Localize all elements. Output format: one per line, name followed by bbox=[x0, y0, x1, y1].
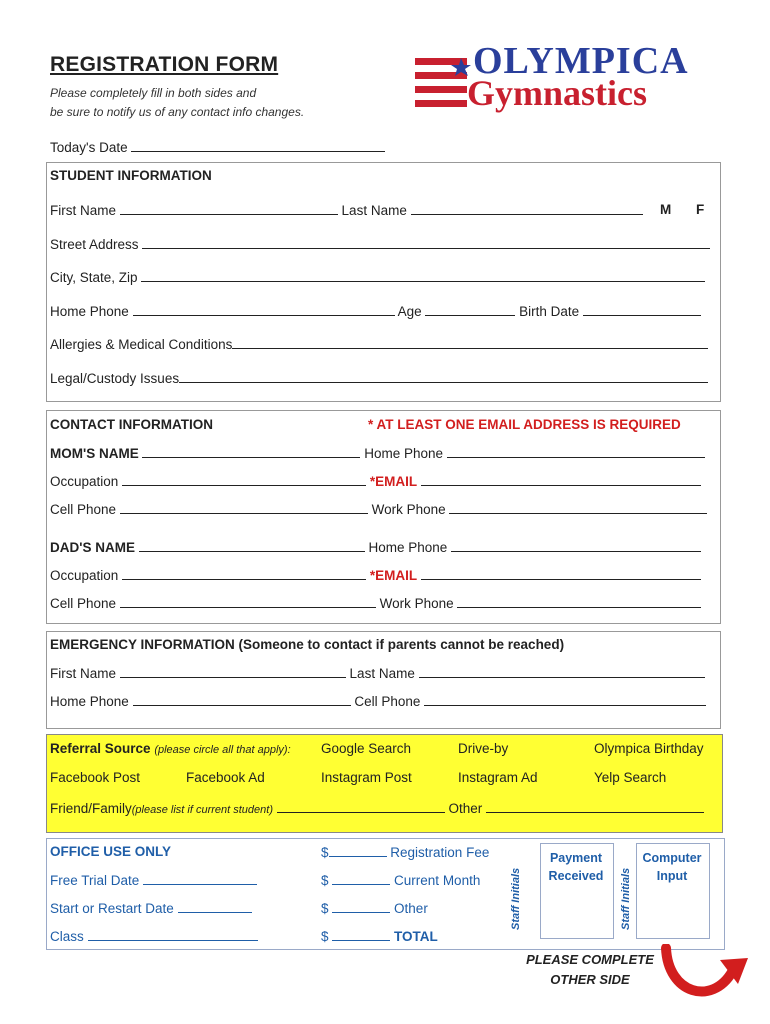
computer-input-label: Computer Input bbox=[642, 851, 702, 883]
please-complete-note bbox=[520, 950, 660, 990]
mom-home-phone-field[interactable] bbox=[447, 445, 705, 458]
reg-fee-label: Registration Fee bbox=[390, 845, 490, 860]
ref-instagram-ad[interactable]: Instagram Ad bbox=[458, 770, 538, 785]
dad-occupation-field[interactable] bbox=[122, 567, 366, 580]
ref-other-field[interactable] bbox=[486, 800, 704, 813]
last-name-label: Last Name bbox=[341, 203, 407, 218]
mom-home-phone-label: Home Phone bbox=[364, 446, 444, 461]
ref-drive-by[interactable]: Drive-by bbox=[458, 741, 509, 756]
dad-work-label: Work Phone bbox=[379, 596, 454, 611]
street-row bbox=[50, 236, 710, 252]
dollar-sign-4: $ bbox=[321, 929, 329, 944]
logo-line1: OLYMPICA bbox=[473, 40, 689, 82]
ref-instagram-post[interactable]: Instagram Post bbox=[321, 770, 412, 785]
mom-email-field[interactable] bbox=[421, 473, 701, 486]
class-field[interactable] bbox=[88, 928, 258, 941]
todays-date-field[interactable] bbox=[131, 139, 385, 152]
em-home-phone-field[interactable] bbox=[133, 693, 351, 706]
legal-row bbox=[50, 370, 708, 386]
staff-initials-label-2: Staff Initials bbox=[620, 867, 632, 930]
mom-name-row bbox=[50, 445, 705, 461]
student-heading: STUDENT INFORMATION bbox=[50, 168, 212, 183]
start-restart-field[interactable] bbox=[178, 900, 252, 913]
referral-label: Referral Source bbox=[50, 741, 151, 756]
dad-work-field[interactable] bbox=[457, 595, 701, 608]
dad-occupation-row bbox=[50, 567, 701, 583]
student-name-row bbox=[50, 202, 643, 218]
todays-date-label: Today's Date bbox=[50, 140, 128, 155]
em-home-phone-label: Home Phone bbox=[50, 694, 129, 709]
mom-occupation-field[interactable] bbox=[122, 473, 366, 486]
ref-facebook-post[interactable]: Facebook Post bbox=[50, 770, 141, 785]
staff-initials-label-1: Staff Initials bbox=[510, 867, 522, 930]
mom-cell-label: Cell Phone bbox=[50, 502, 117, 517]
mom-cell-field[interactable] bbox=[120, 501, 368, 514]
ref-google-search[interactable]: Google Search bbox=[321, 741, 412, 756]
reg-fee-row bbox=[321, 844, 489, 860]
gender-f[interactable]: F bbox=[696, 202, 705, 217]
logo-line2: Gymnastics bbox=[467, 73, 647, 113]
first-name-field[interactable] bbox=[120, 202, 338, 215]
home-phone-label: Home Phone bbox=[50, 304, 129, 319]
referral-label-row bbox=[50, 741, 291, 756]
em-first-name-field[interactable] bbox=[120, 665, 346, 678]
allergies-field[interactable] bbox=[232, 336, 708, 349]
em-last-name-field[interactable] bbox=[419, 665, 705, 678]
olympica-logo bbox=[415, 40, 725, 113]
street-label: Street Address bbox=[50, 237, 139, 252]
em-last-name-label: Last Name bbox=[349, 666, 415, 681]
reg-fee-field[interactable] bbox=[329, 844, 387, 857]
todays-date-row bbox=[50, 139, 385, 155]
mom-work-label: Work Phone bbox=[371, 502, 446, 517]
current-month-row bbox=[321, 872, 480, 888]
birth-date-field[interactable] bbox=[583, 303, 701, 316]
last-name-field[interactable] bbox=[411, 202, 643, 215]
ref-olympica-birthday[interactable]: Olympica Birthday bbox=[594, 741, 704, 756]
allergies-label: Allergies & Medical Conditions bbox=[50, 337, 233, 352]
dads-name-field[interactable] bbox=[139, 539, 365, 552]
contact-info-section bbox=[46, 410, 721, 624]
dad-cell-label: Cell Phone bbox=[50, 596, 117, 611]
total-field[interactable] bbox=[332, 928, 390, 941]
office-other-label: Other bbox=[394, 901, 428, 916]
city-field[interactable] bbox=[141, 269, 705, 282]
start-restart-label: Start or Restart Date bbox=[50, 901, 174, 916]
em-first-name-label: First Name bbox=[50, 666, 117, 681]
subtitle-line1: Please completely fill in both sides and bbox=[50, 86, 257, 100]
current-month-label: Current Month bbox=[394, 873, 481, 888]
home-phone-field[interactable] bbox=[133, 303, 395, 316]
mom-occupation-row bbox=[50, 473, 701, 489]
friend-family-field[interactable] bbox=[277, 800, 445, 813]
start-restart-row bbox=[50, 900, 252, 916]
free-trial-field[interactable] bbox=[143, 872, 257, 885]
turn-page-arrow-icon bbox=[660, 944, 752, 1014]
email-required-note: * AT LEAST ONE EMAIL ADDRESS IS REQUIRED bbox=[368, 417, 681, 432]
moms-name-label: MOM'S NAME bbox=[50, 446, 139, 461]
office-other-row bbox=[321, 900, 428, 916]
dad-cell-field[interactable] bbox=[120, 595, 376, 608]
total-row bbox=[321, 928, 438, 944]
class-label: Class bbox=[50, 929, 84, 944]
office-heading: OFFICE USE ONLY bbox=[50, 844, 172, 859]
dad-home-phone-label: Home Phone bbox=[368, 540, 448, 555]
friend-family-label: Friend/Family bbox=[50, 801, 132, 816]
dad-email-field[interactable] bbox=[421, 567, 701, 580]
friend-family-row bbox=[50, 800, 704, 816]
em-cell-phone-field[interactable] bbox=[424, 693, 706, 706]
mom-cell-row bbox=[50, 501, 707, 517]
mom-email-label: *EMAIL bbox=[369, 474, 418, 489]
city-label: City, State, Zip bbox=[50, 270, 138, 285]
free-trial-row bbox=[50, 872, 257, 888]
em-cell-phone-label: Cell Phone bbox=[354, 694, 421, 709]
dad-name-row bbox=[50, 539, 701, 555]
city-row bbox=[50, 269, 705, 285]
ref-facebook-ad[interactable]: Facebook Ad bbox=[186, 770, 265, 785]
allergies-row bbox=[50, 336, 708, 352]
free-trial-label: Free Trial Date bbox=[50, 873, 140, 888]
subtitle-line2: be sure to notify us of any contact info changes. bbox=[50, 105, 305, 119]
contact-heading: CONTACT INFORMATION bbox=[50, 417, 213, 432]
ref-yelp-search[interactable]: Yelp Search bbox=[594, 770, 667, 785]
first-name-label: First Name bbox=[50, 203, 117, 218]
gender-m[interactable]: M bbox=[660, 202, 672, 217]
dollar-sign-1: $ bbox=[321, 845, 329, 860]
street-field[interactable] bbox=[142, 236, 710, 249]
age-field[interactable] bbox=[425, 303, 515, 316]
emergency-name-row bbox=[50, 665, 705, 681]
mom-occupation-label: Occupation bbox=[50, 474, 119, 489]
legal-label: Legal/Custody Issues bbox=[50, 371, 180, 386]
mom-work-field[interactable] bbox=[449, 501, 707, 514]
dad-email-label: *EMAIL bbox=[369, 568, 418, 583]
dad-home-phone-field[interactable] bbox=[451, 539, 701, 552]
referral-note: (please circle all that apply): bbox=[154, 744, 291, 756]
flag-stripes-icon bbox=[415, 58, 475, 120]
birth-date-label: Birth Date bbox=[519, 304, 580, 319]
current-month-field[interactable] bbox=[332, 872, 390, 885]
footer-line2: OTHER SIDE bbox=[550, 972, 630, 987]
office-other-field[interactable] bbox=[332, 900, 390, 913]
dads-name-label: DAD'S NAME bbox=[50, 540, 135, 555]
legal-field[interactable] bbox=[179, 370, 708, 383]
ref-other-label: Other bbox=[448, 801, 483, 816]
phone-age-row bbox=[50, 303, 701, 319]
total-label: TOTAL bbox=[394, 929, 438, 944]
friend-family-note: (please list if current student) bbox=[131, 804, 273, 816]
payment-received-label: Payment Received bbox=[548, 851, 604, 883]
dad-cell-row bbox=[50, 595, 701, 611]
age-label: Age bbox=[397, 304, 422, 319]
dad-occupation-label: Occupation bbox=[50, 568, 119, 583]
class-row bbox=[50, 928, 258, 944]
form-title: REGISTRATION FORM bbox=[50, 53, 279, 76]
emergency-phone-row bbox=[50, 693, 706, 709]
emergency-heading: EMERGENCY INFORMATION (Someone to contact if parents cannot be reached) bbox=[50, 637, 565, 652]
footer-line1: PLEASE COMPLETE bbox=[526, 952, 654, 967]
dollar-sign-3: $ bbox=[321, 901, 329, 916]
moms-name-field[interactable] bbox=[142, 445, 360, 458]
dollar-sign-2: $ bbox=[321, 873, 329, 888]
